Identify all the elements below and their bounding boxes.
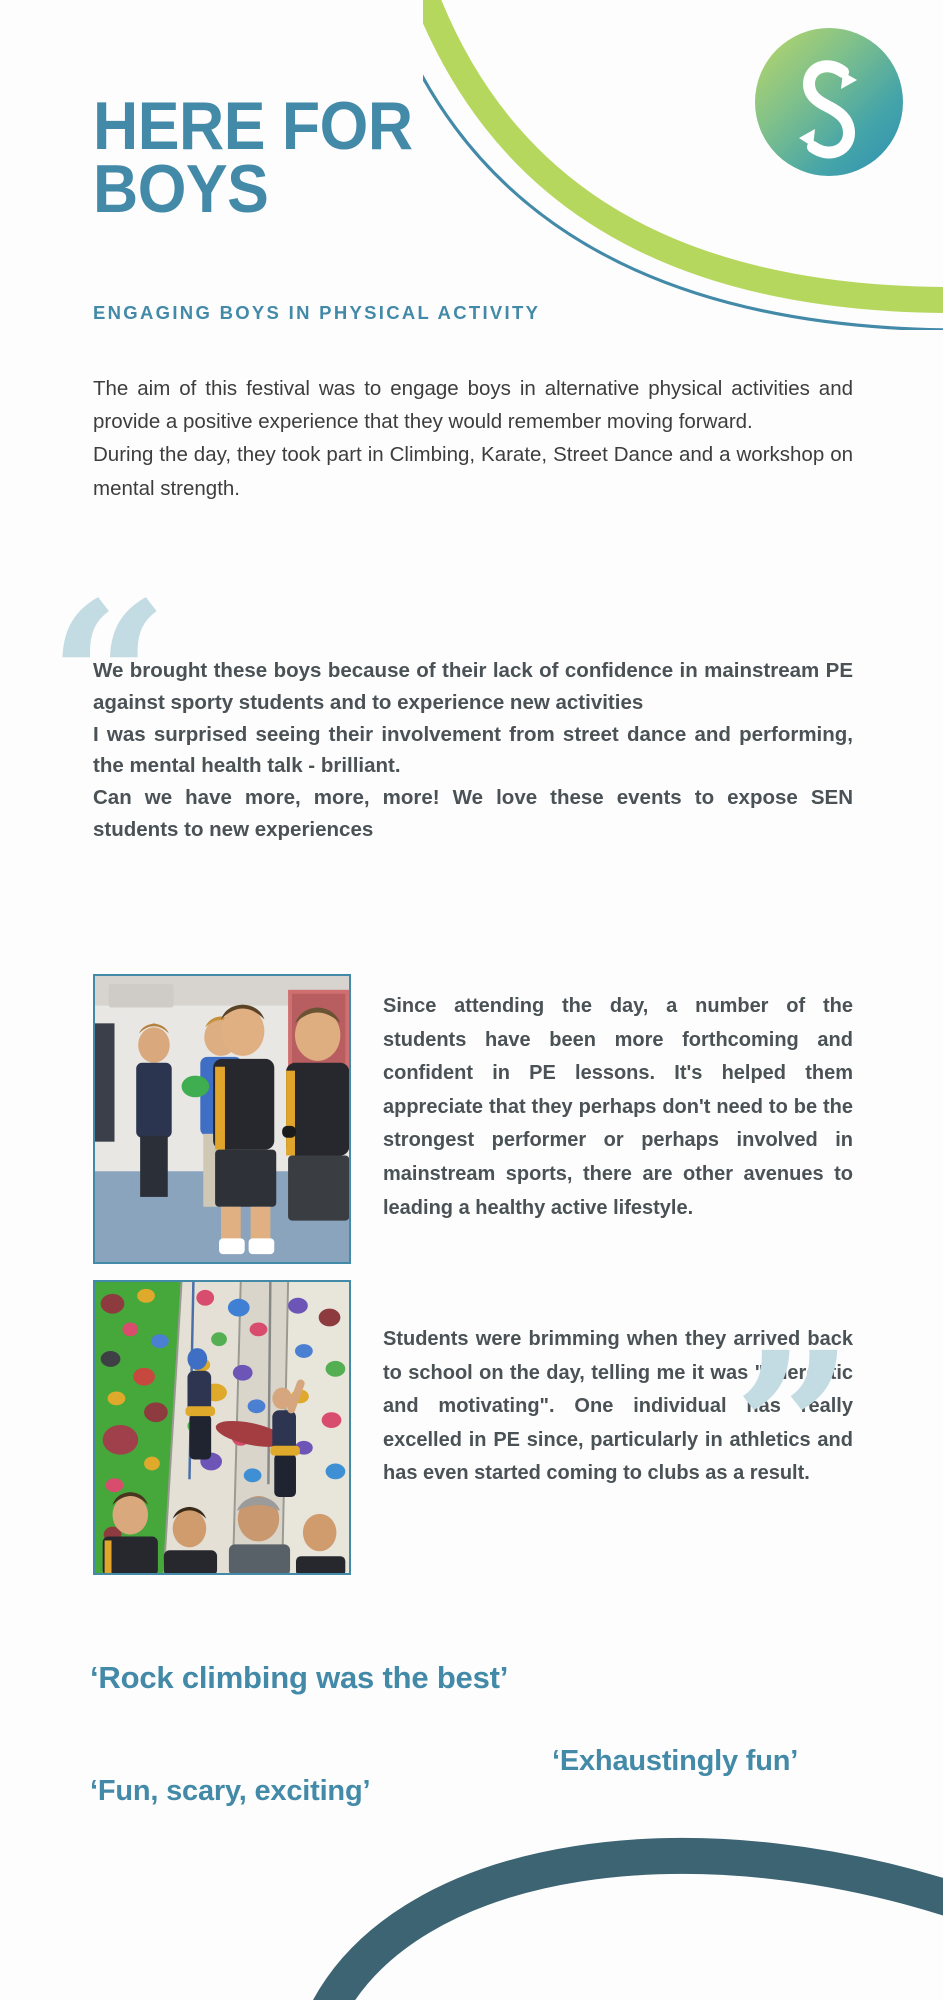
bottom-decorative-arc	[283, 1790, 943, 2000]
photo-climbing-wall	[93, 1280, 351, 1575]
intro-paragraph-1: The aim of this festival was to engage boys in alternative physical activities and provide a positive experience that they would remember moving forward.	[93, 377, 853, 434]
pull-quote-2: ‘Exhaustingly fun’	[552, 1745, 799, 1777]
logo-s-icon	[755, 28, 903, 176]
page-title-line-2: BOYS	[93, 150, 269, 227]
intro-paragraph-2: During the day, they took part in Climbing, Karate, Street Dance and a workshop on mental strength.	[93, 443, 853, 500]
testimonial-paragraph-1: Since attending the day, a number of the students have been more forthcoming and confident in PE lessons. It's helped them appreciate that they perhaps don't need to be the strongest performer or perhaps involved in mainstream sports, there are other avenues to leading a healthy active lifestyle.	[383, 995, 853, 1219]
closing-quote-mark: ”	[733, 1306, 854, 1553]
quote-block	[93, 655, 853, 846]
page-subtitle: ENGAGING BOYS IN PHYSICAL ACTIVITY	[93, 302, 541, 323]
photo-1-graphic	[95, 976, 349, 1262]
quote-line-2: I was surprised seeing their involvement from street dance and performing, the mental health talk - brilliant.	[93, 722, 853, 778]
pull-quote-3: ‘Fun, scary, exciting’	[90, 1775, 371, 1807]
page-title	[93, 88, 571, 227]
testimonial-paragraph-2: Students were brimming when they arrived back to school on the day, telling me it was "energetic and motivating". One individual has really excelled in PE since, particularly in athletics and has even started coming to clubs as a result.	[383, 1328, 853, 1485]
bottom-arc-svg	[283, 1790, 943, 2000]
organisation-logo	[755, 28, 903, 176]
quote-line-3: Can we have more, more, more! We love these events to expose SEN students to new experiences	[93, 786, 853, 841]
pull-quote-1: ‘Rock climbing was the best’	[90, 1660, 509, 1695]
quote-line-1: We brought these boys because of their lack of confidence in mainstream PE against sporty students and to experience new activities	[93, 659, 853, 714]
photo-students-talking	[93, 974, 351, 1264]
page-title-line-1: HERE FOR	[93, 88, 413, 164]
photo-2-graphic	[95, 1282, 349, 1573]
dark-teal-arc	[323, 1856, 943, 2000]
intro-paragraphs	[93, 372, 853, 505]
opening-quote-mark: “	[48, 556, 169, 803]
